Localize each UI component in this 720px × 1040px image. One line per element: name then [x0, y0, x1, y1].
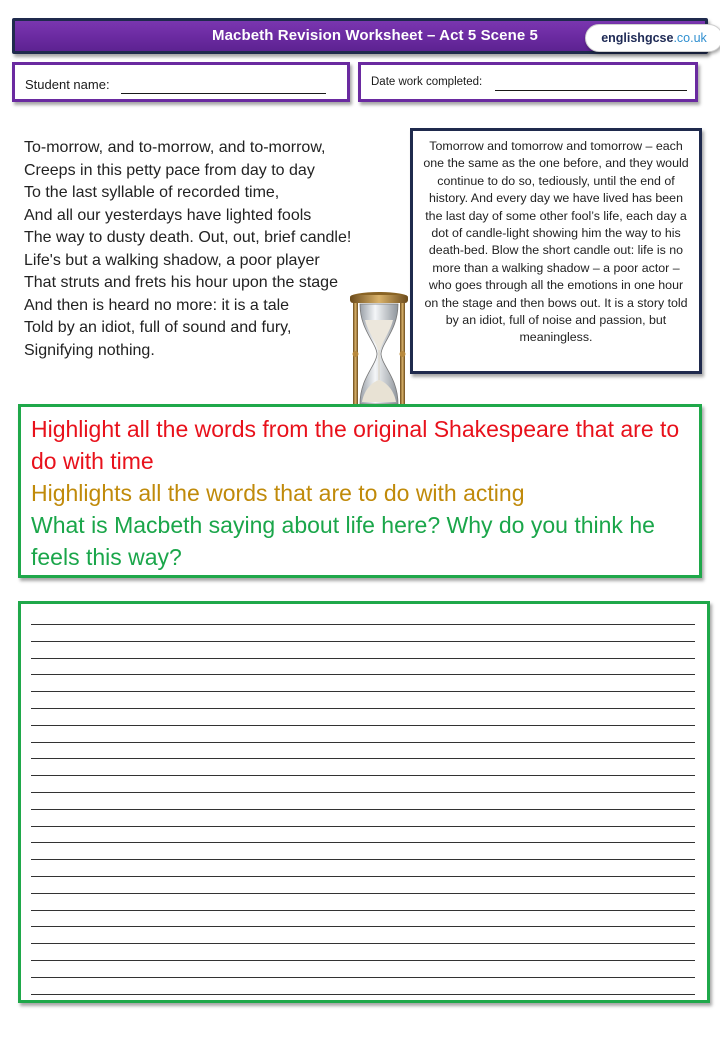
writing-line[interactable]	[31, 792, 695, 793]
modern-translation-box	[410, 128, 702, 374]
modern-translation-text: Tomorrow and tomorrow and tomorrow – each one the same as the one before, and they would continue to do so, tediously, until the end of history. And every day we have lived has been the last day of some other fool’s life, each day a dot of candle-light showing him the way to his death-bed. Blow the short candle out: life is no more than a walking shadow – a poor actor – who goes through all the emotions in one hour on the stage and then bows out. It is a story told by an idiot, full of noise and passion, but meaningless.	[423, 139, 689, 345]
writing-line[interactable]	[31, 758, 695, 759]
writing-line[interactable]	[31, 809, 695, 810]
englishgcse-logo	[585, 24, 720, 52]
student-name-box	[12, 62, 350, 102]
logo-main-text: englishgcse	[601, 31, 674, 45]
writing-line[interactable]	[31, 910, 695, 911]
writing-line[interactable]	[31, 977, 695, 978]
writing-line[interactable]	[31, 926, 695, 927]
writing-line[interactable]	[31, 624, 695, 625]
writing-line[interactable]	[31, 658, 695, 659]
task-box	[18, 404, 702, 578]
date-line[interactable]	[495, 90, 687, 91]
date-box	[358, 62, 698, 102]
student-name-line[interactable]	[121, 93, 326, 94]
writing-line[interactable]	[31, 708, 695, 709]
writing-line[interactable]	[31, 775, 695, 776]
date-label: Date work completed:	[371, 76, 483, 88]
writing-line[interactable]	[31, 994, 695, 995]
quote-line: The way to dusty death. Out, out, brief candle!	[24, 229, 352, 246]
writing-line[interactable]	[31, 826, 695, 827]
quote-line: To-morrow, and to-morrow, and to-morrow,	[24, 139, 326, 156]
writing-line[interactable]	[31, 960, 695, 961]
meaning-task-text: What is Macbeth saying about life here? Why do you think he feels this way?	[31, 512, 655, 570]
writing-line[interactable]	[31, 725, 695, 726]
writing-line[interactable]	[31, 943, 695, 944]
writing-line[interactable]	[31, 859, 695, 860]
writing-line[interactable]	[31, 876, 695, 877]
writing-line[interactable]	[31, 641, 695, 642]
acting-task-text: Highlights all the words that are to do with acting	[31, 480, 525, 506]
writing-line[interactable]	[31, 893, 695, 894]
quote-line: Signifying nothing.	[24, 341, 155, 359]
logo-suffix-text: .co.uk	[673, 31, 707, 45]
quote-line: To the last syllable of recorded time,	[24, 184, 280, 201]
hourglass-icon	[348, 290, 410, 418]
quote-line: Life's but a walking shadow, a poor player	[24, 251, 320, 269]
writing-line[interactable]	[31, 742, 695, 743]
title-banner	[12, 18, 708, 54]
quote-line: And then is heard no more: it is a tale	[24, 296, 290, 314]
quote-line: Creeps in this petty pace from day to day	[24, 161, 315, 179]
quote-line: And all our yesterdays have lighted fools	[24, 206, 312, 224]
writing-line[interactable]	[31, 674, 695, 675]
quote-line: Told by an idiot, full of sound and fury,	[24, 319, 292, 336]
writing-line[interactable]	[31, 691, 695, 692]
worksheet-title: Macbeth Revision Worksheet – Act 5 Scene 5	[212, 27, 538, 44]
time-task-text: Highlight all the words from the original Shakespeare that are to do with time	[31, 416, 680, 474]
writing-line[interactable]	[31, 842, 695, 843]
original-quote	[24, 137, 404, 362]
student-name-label: Student name:	[25, 77, 110, 92]
answer-writing-area[interactable]	[18, 601, 710, 1003]
quote-line: That struts and frets his hour upon the stage	[24, 274, 338, 291]
